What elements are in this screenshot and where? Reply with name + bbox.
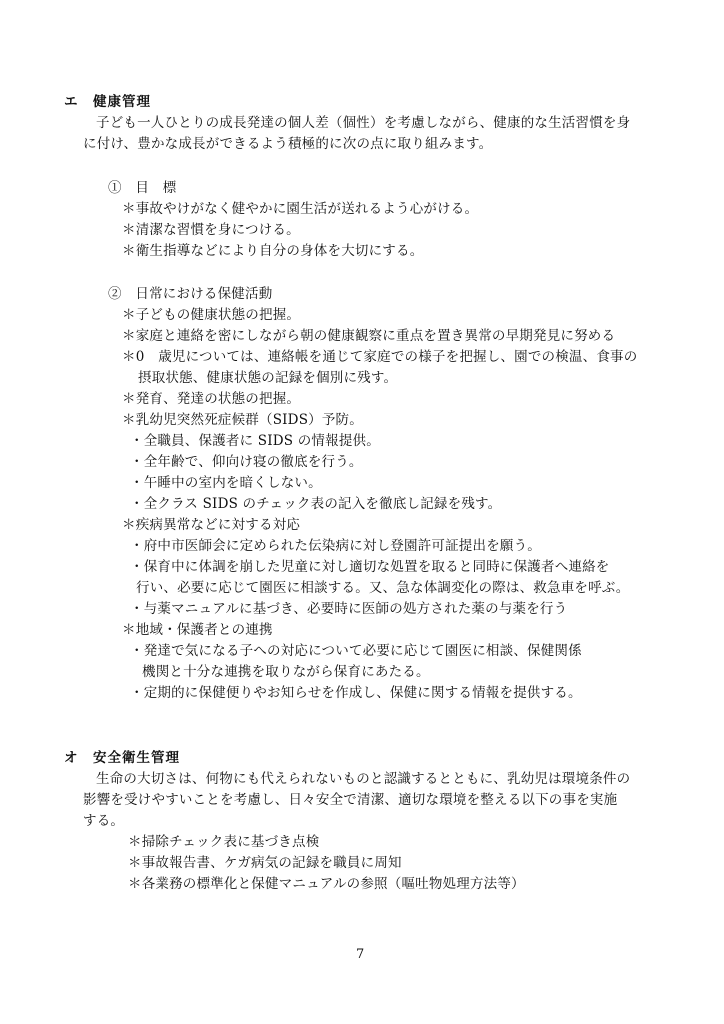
sub-list-item: ・定期的に保健便りやお知らせを作成し、保健に関する情報を提供する。 xyxy=(130,685,582,701)
list-item: ＊各業務の標準化と保健マニュアルの参照（嘔吐物処理方法等） xyxy=(128,876,525,892)
sub-list-item: ・与薬マニュアルに基づき、必要時に医師の処方された薬の与薬を行う xyxy=(130,601,568,617)
list-item: ＊子どもの健康状態の把握。 xyxy=(122,307,301,323)
sub-list-item: ・全職員、保護者に SIDS の情報提供。 xyxy=(130,433,380,449)
list-item: ＊乳幼児突然死症候群（SIDS）予防。 xyxy=(122,412,363,428)
list-item: ＊0 歳児については、連絡帳を通じて家庭での様子を把握し、園での検温、食事の xyxy=(122,349,638,365)
list-item: ＊掃除チェック表に基づき点検 xyxy=(128,834,320,850)
sub-list-item: ・府中市医師会に定められた伝染病に対し登園許可証提出を願う。 xyxy=(130,538,541,554)
sub-list-item: ・発達で気になる子への対応について必要に応じて園医に相談、保健関係 xyxy=(130,643,582,659)
sub-list-item: ・保育中に体調を崩した児童に対し適切な処置を取ると同時に保護者へ連絡を xyxy=(130,559,610,575)
paragraph-line: 影響を受けやすいことを考慮し、日々安全で清潔、適切な環境を整える以下の事を実施 xyxy=(83,792,618,808)
list-item: ＊衛生指導などにより自分の身体を大切にする。 xyxy=(122,243,424,259)
subsection-title-activities: ② 日常における保健活動 xyxy=(108,286,273,302)
list-item: ＊疾病異常などに対する対応 xyxy=(122,517,301,533)
section-heading-safety: オ 安全衛生管理 xyxy=(64,750,180,766)
sub-list-item: ・全クラス SIDS のチェック表の記入を徹底し記録を残す。 xyxy=(130,496,502,512)
paragraph-line: 子ども一人ひとりの成長発達の個人差（個性）を考慮しながら、健康的な生活習慣を身 xyxy=(96,115,631,131)
page-number: 7 xyxy=(356,947,365,962)
sub-list-item-continuation: 行い、必要に応じて園医に相談する。又、急な体調変化の際は、救急車を呼ぶ。 xyxy=(136,580,630,596)
paragraph-line: する。 xyxy=(83,813,125,829)
list-item: ＊事故やけがなく健やかに園生活が送れるよう心がける。 xyxy=(122,201,479,217)
sub-list-item: ・午睡中の室内を暗くしない。 xyxy=(130,475,322,491)
paragraph-line: に付け、豊かな成長ができるよう積極的に次の点に取り組みます。 xyxy=(83,136,493,152)
sub-list-item: ・全年齢で、仰向け寝の徹底を行う。 xyxy=(130,454,363,470)
subsection-title-goals: ① 目 標 xyxy=(108,180,177,196)
sub-list-item-continuation: 機関と十分な連携を取りながら保育にあたる。 xyxy=(142,664,430,680)
list-item: ＊発育、発達の状態の把握。 xyxy=(122,391,301,407)
paragraph-line: 生命の大切さは、何物にも代えられないものと認識するとともに、乳幼児は環境条件の xyxy=(96,771,631,787)
list-item: ＊清潔な習慣を身につける。 xyxy=(122,222,300,238)
section-heading-health: エ 健康管理 xyxy=(64,94,151,110)
list-item: ＊地域・保護者との連携 xyxy=(122,622,273,638)
list-item: ＊家庭と連絡を密にしながら朝の健康観察に重点を置き異常の早期発見に努める xyxy=(122,328,616,344)
list-item: ＊事故報告書、ケガ病気の記録を職員に周知 xyxy=(128,855,402,871)
list-item-continuation: 摂取状態、健康状態の記録を個別に残す。 xyxy=(138,370,398,386)
